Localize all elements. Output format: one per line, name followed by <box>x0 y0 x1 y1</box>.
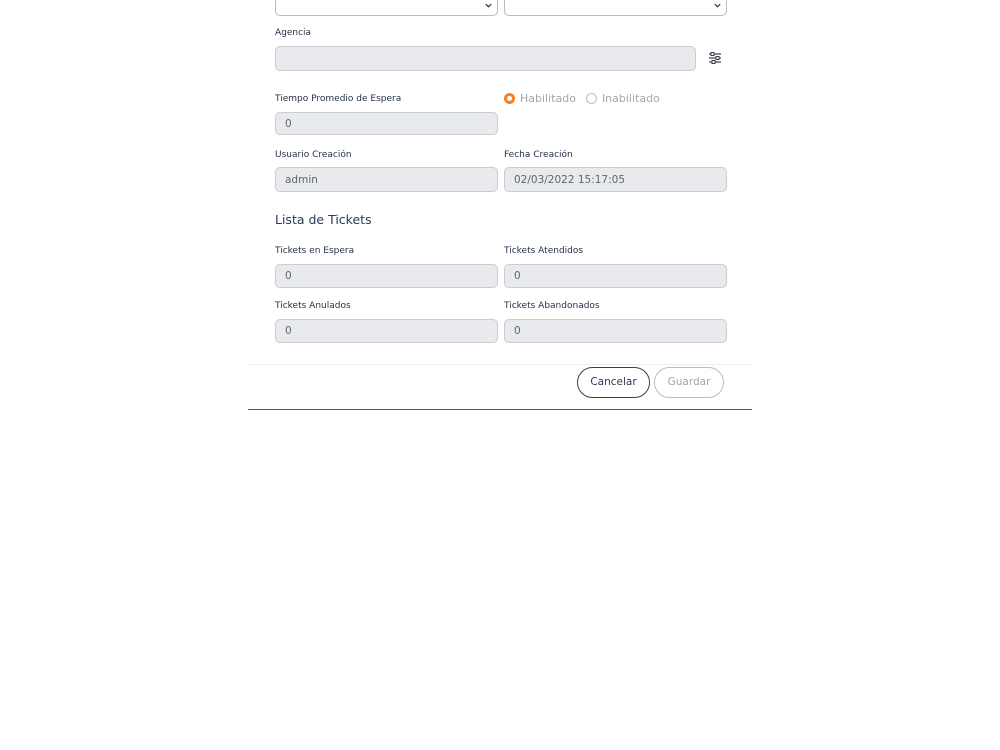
wait-time-input[interactable]: 0 <box>275 112 498 135</box>
agency-input[interactable] <box>275 46 696 71</box>
created-date-label: Fecha Creación <box>504 150 573 160</box>
modal-dialog <box>248 0 752 410</box>
radio-habilitado[interactable] <box>504 93 515 104</box>
tickets-section-title: Lista de Tickets <box>275 212 372 227</box>
tickets-waiting-input[interactable]: 0 <box>275 264 498 288</box>
save-button[interactable]: Guardar <box>654 367 724 398</box>
tickets-cancelled-input[interactable]: 0 <box>275 319 498 343</box>
tickets-abandoned-label: Tickets Abandonados <box>504 301 600 311</box>
tickets-attended-label: Tickets Atendidos <box>504 246 584 256</box>
chevron-down-icon <box>713 1 722 10</box>
radio-inabilitado-label: Inabilitado <box>601 92 660 105</box>
created-by-input[interactable]: admin <box>275 167 498 192</box>
tickets-waiting-label: Tickets en Espera <box>275 246 355 256</box>
created-by-label: Usuario Creación <box>275 150 352 160</box>
agency-label: Agencia <box>275 28 312 38</box>
footer-divider <box>248 364 752 365</box>
radio-inabilitado[interactable] <box>586 93 597 104</box>
tickets-attended-input[interactable]: 0 <box>504 264 727 288</box>
radio-habilitado-label: Habilitado <box>520 92 576 105</box>
chevron-down-icon <box>484 1 493 10</box>
tickets-cancelled-label: Tickets Anulados <box>275 301 351 311</box>
select-right[interactable] <box>504 0 727 16</box>
cancel-button[interactable]: Cancelar <box>577 367 650 398</box>
filter-settings-icon[interactable] <box>708 51 722 65</box>
select-left[interactable] <box>275 0 498 16</box>
status-radio-group <box>504 92 660 105</box>
wait-time-label: Tiempo Promedio de Espera <box>275 94 402 104</box>
created-date-input[interactable]: 02/03/2022 15:17:05 <box>504 167 727 192</box>
tickets-abandoned-input[interactable]: 0 <box>504 319 727 343</box>
